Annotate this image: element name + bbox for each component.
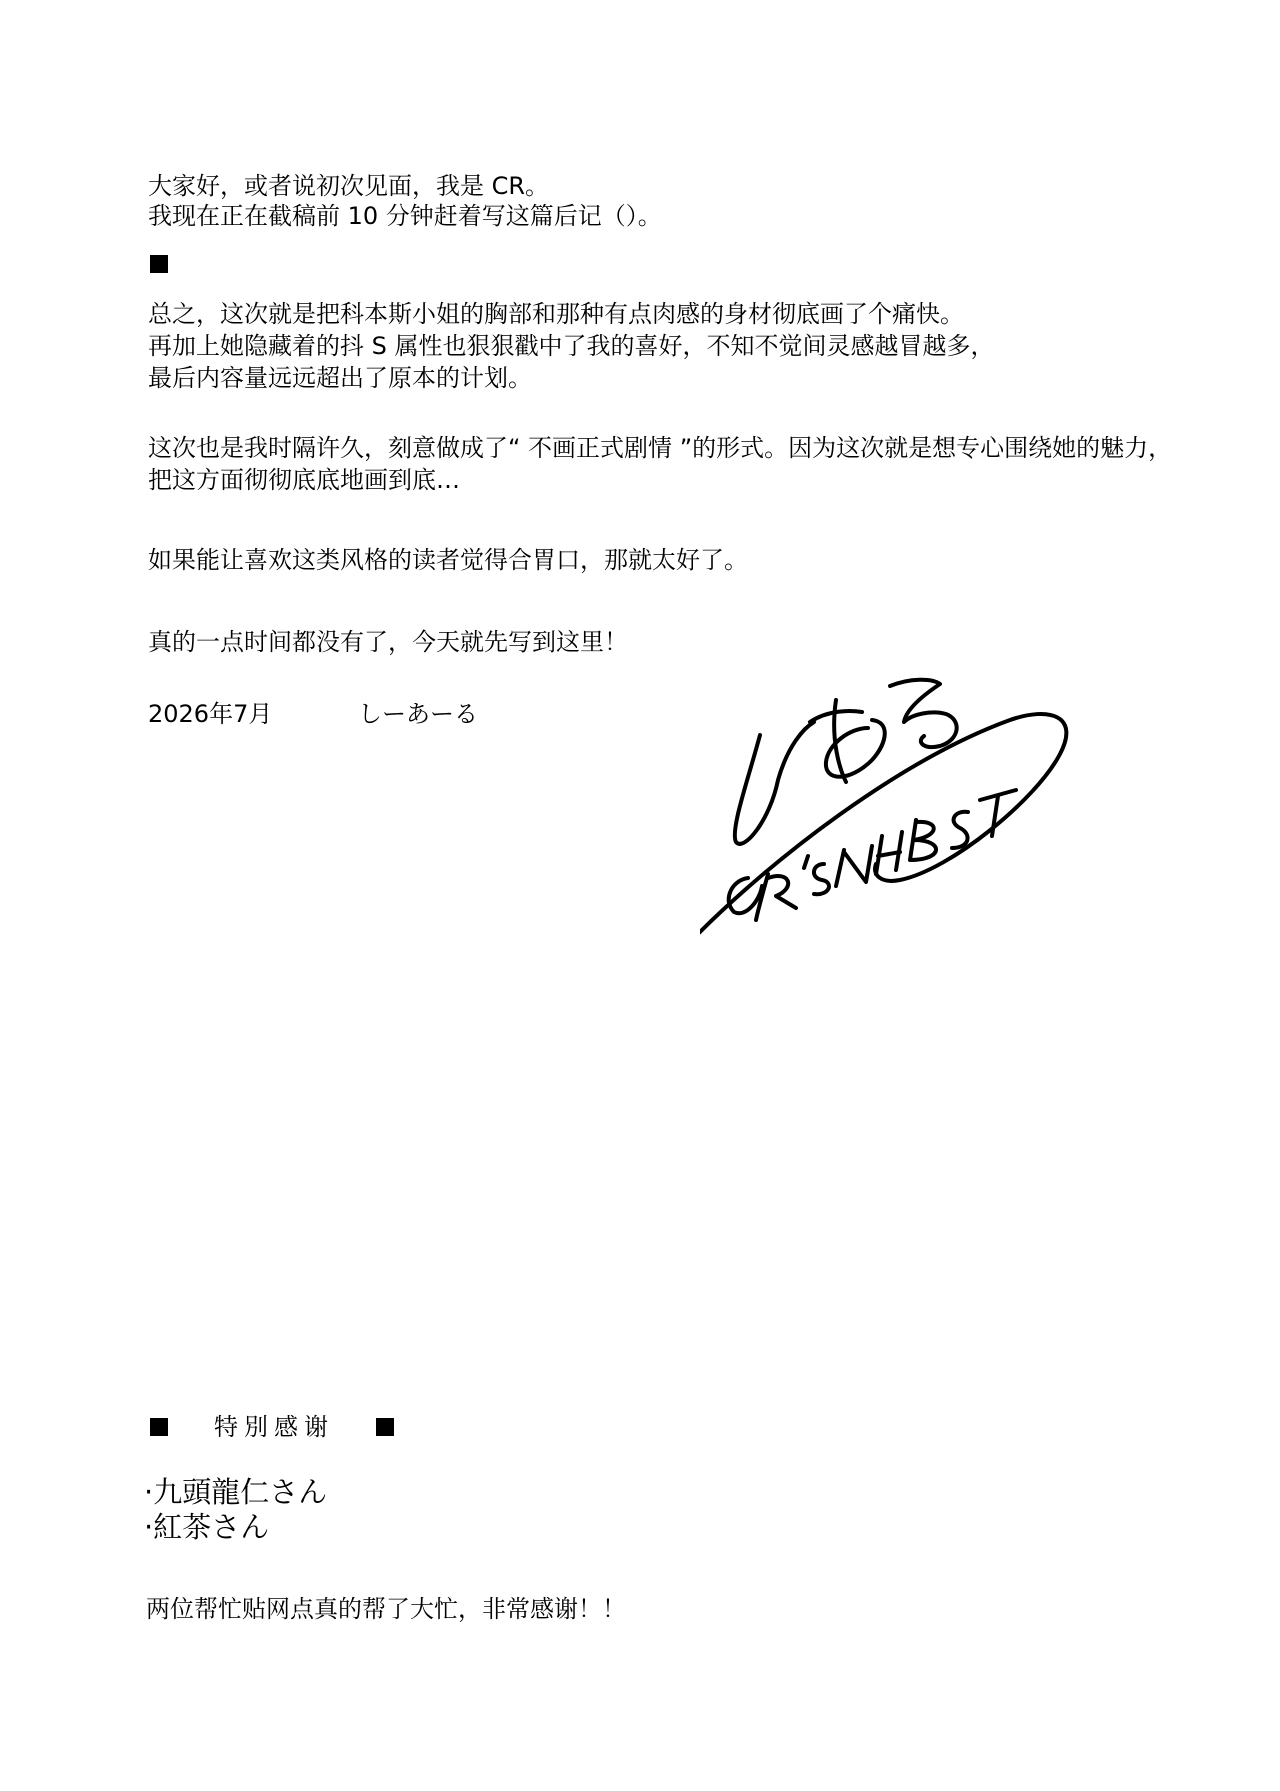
thanks-message: 两位帮忙贴网点真的帮了大忙，非常感谢！！ (146, 1595, 626, 1623)
thanks-right-square-icon (376, 1418, 394, 1436)
intro-line-2: 我现在正在截稿前 10 分钟赶着写这篇后记（）。 (148, 202, 662, 230)
para2-line-2: 把这方面彻彻底底地画到底… (148, 466, 460, 494)
thanks-name-1: ·九頭龍仁さん (144, 1475, 328, 1509)
section-square-icon (150, 255, 168, 273)
para1-line-3: 最后内容量远远超出了原本的计划。 (148, 364, 532, 392)
thanks-name-2: ·紅茶さん (144, 1510, 270, 1544)
intro-line-1: 大家好，或者说初次见面，我是 CR。 (148, 172, 550, 200)
author-name: しーあーる (358, 700, 478, 728)
para4: 真的一点时间都没有了，今天就先写到这里！ (148, 628, 628, 656)
para1-line-2: 再加上她隐藏着的抖 S 属性也狠狠戳中了我的喜好，不知不觉间灵感越冒越多， (148, 332, 995, 360)
para2-line-1: 这次也是我时隔许久，刻意做成了“ 不画正式剧情 ”的形式。因为这次就是想专心围绕她的魅力， (148, 434, 1173, 462)
handwritten-signature (700, 650, 1120, 950)
para1-line-1: 总之，这次就是把科本斯小姐的胸部和那种有点肉感的身材彻底画了个痛快。 (148, 300, 964, 328)
thanks-left-square-icon (150, 1418, 168, 1436)
para3: 如果能让喜欢这类风格的读者觉得合胃口，那就太好了。 (148, 546, 748, 574)
special-thanks-heading: 特別感谢 (214, 1413, 334, 1441)
date: 2026年7月 (148, 700, 273, 728)
